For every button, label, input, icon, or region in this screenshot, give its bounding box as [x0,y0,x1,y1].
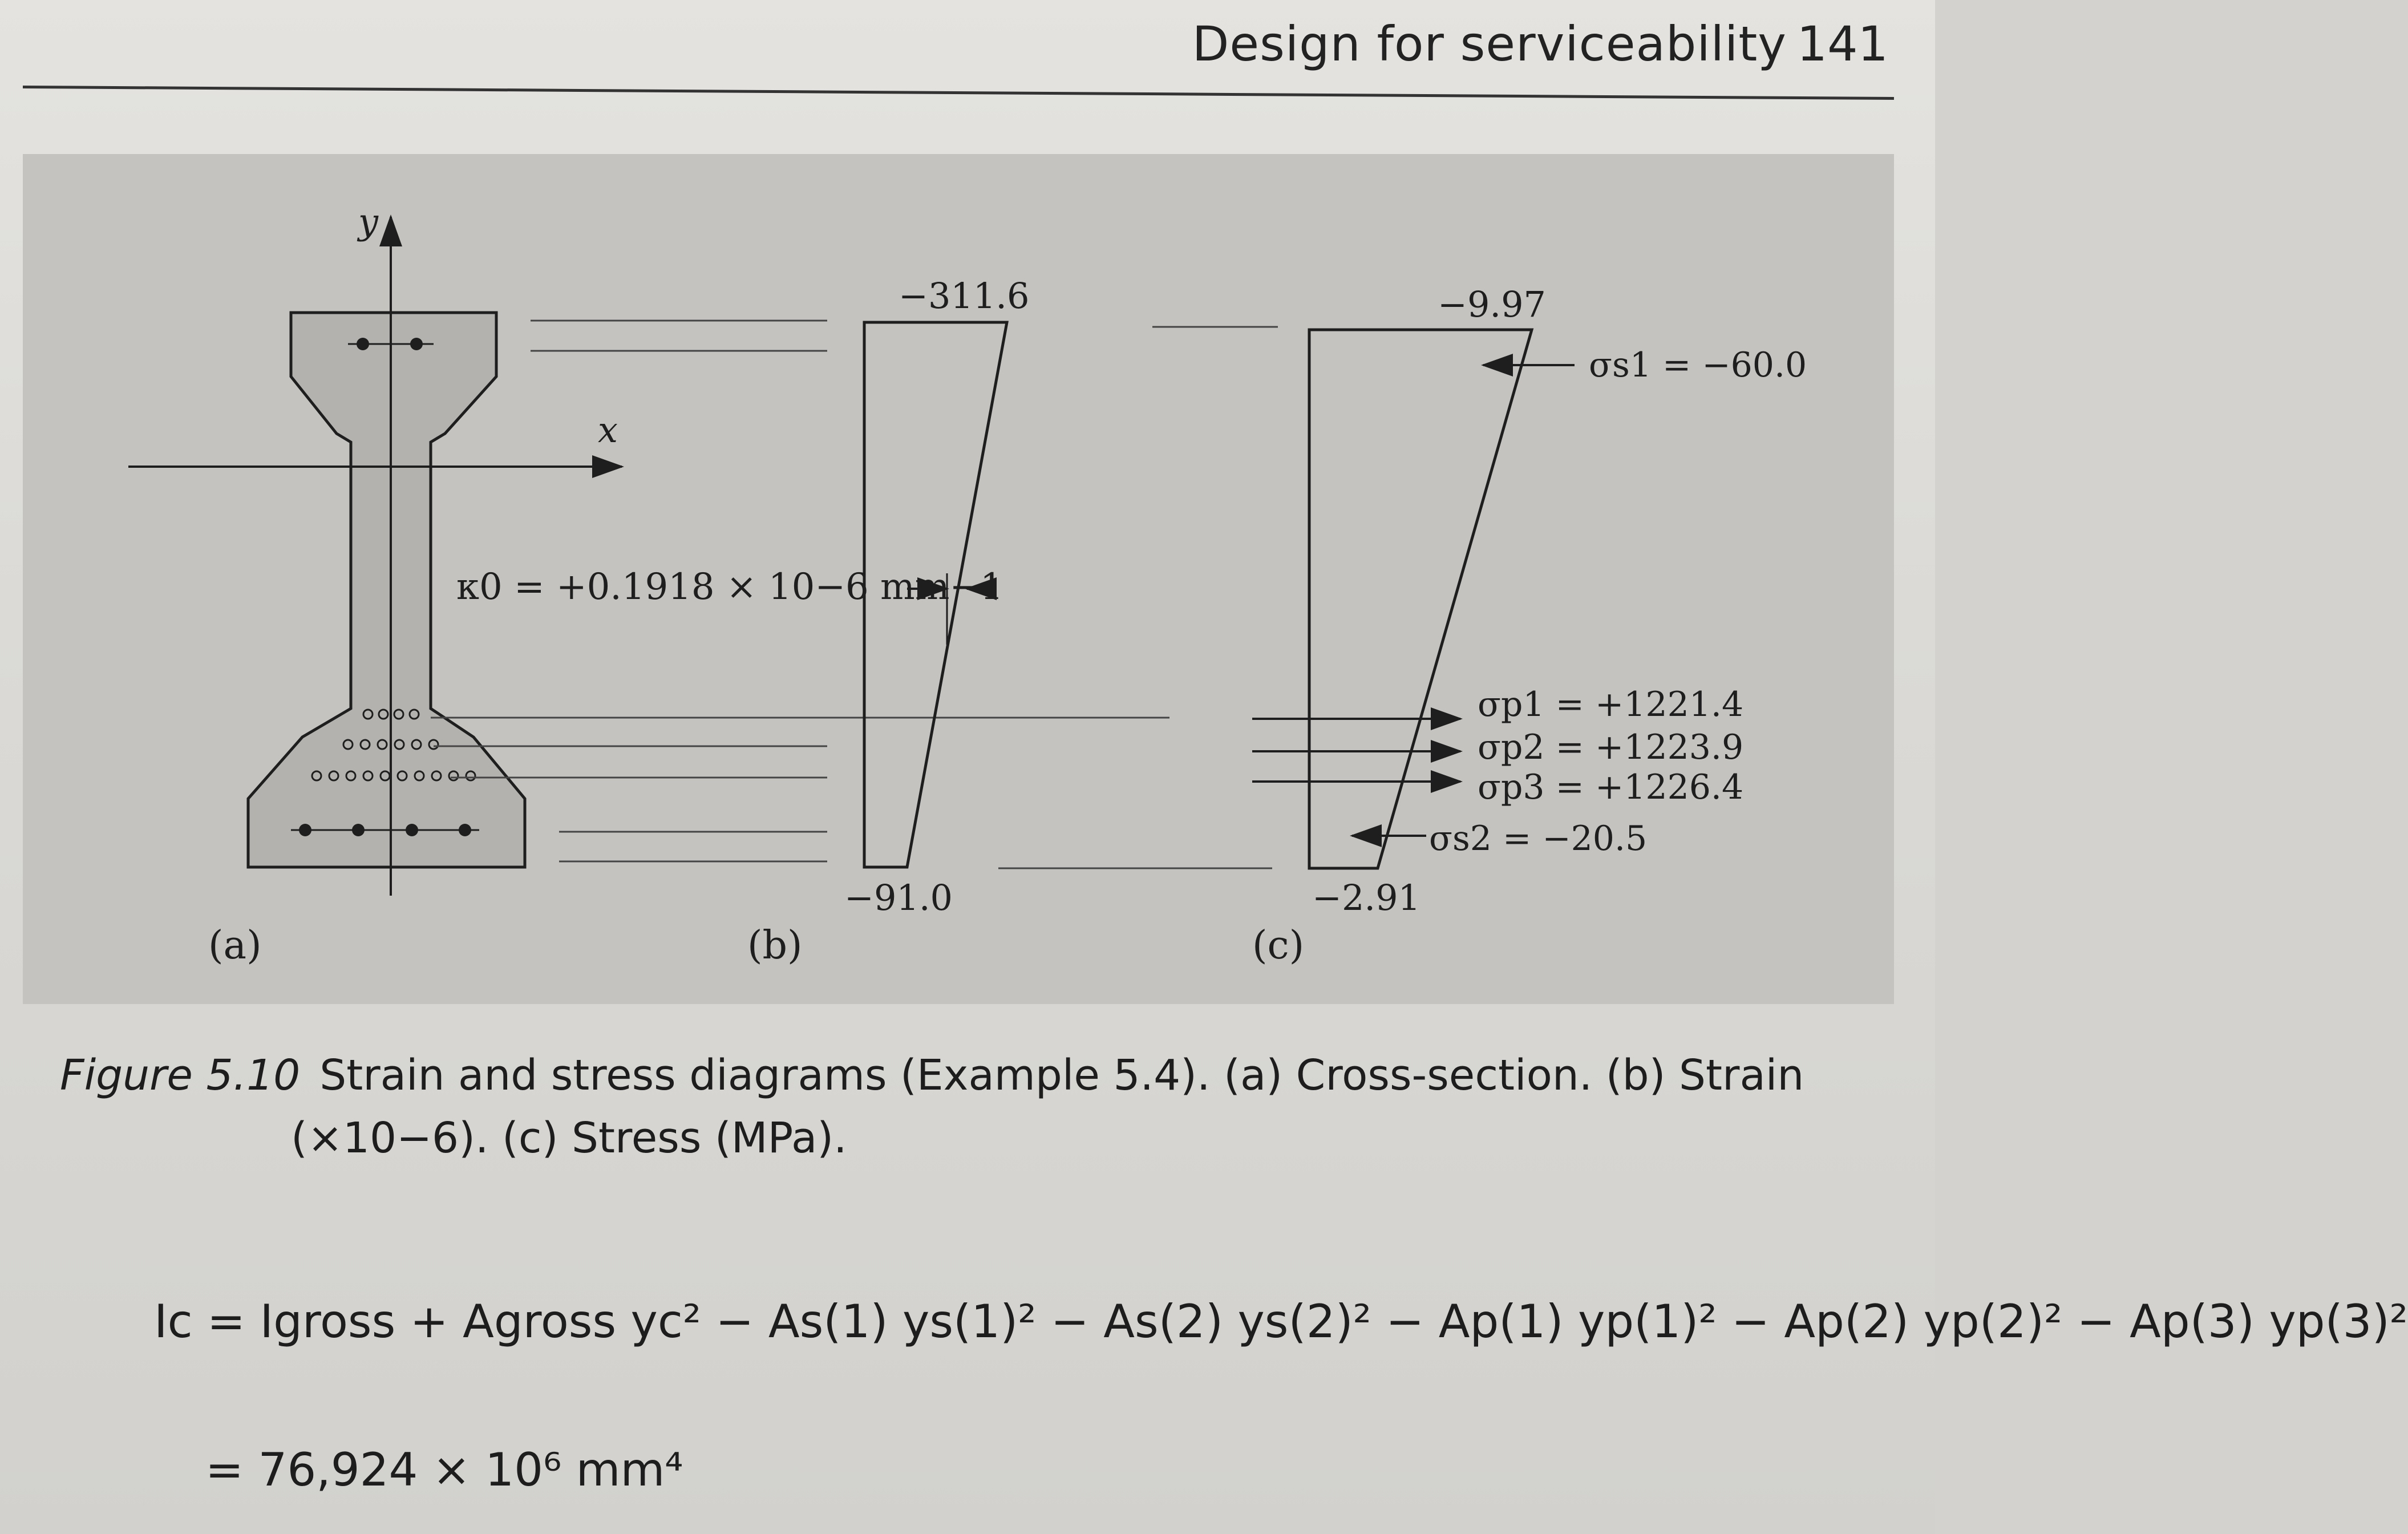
panel-label-b: (b) [747,923,803,968]
caption-label: Figure 5.10 [60,1051,301,1100]
bottom-steel-bar [352,824,365,836]
equation-line-2: = 76,924 × 10⁶ mm⁴ [205,1443,683,1496]
figure-caption [60,1044,1863,1169]
equation-line-1: Ic = Igross + Agross yc² − As(1) ys(1)² − As(2) ys(2)² − Ap(1) yp(1)² − Ap(2) yp(2)² − Ap(3) yp(3)² [154,1295,2408,1348]
sigma-p3-label: σp3 = +1226.4 [1478,767,1744,807]
stress-bottom-value: −2.91 [1312,877,1420,918]
bottom-steel-bar [406,824,418,836]
bottom-steel-bar [299,824,311,836]
panel-label-a: (a) [208,923,262,968]
stress-top-value: −9.97 [1438,284,1546,325]
curvature-label: κ0 = +0.1918 × 10−6 mm−1 [456,566,1003,608]
sigma-s1-label: σs1 = −60.0 [1589,345,1807,385]
top-steel-bar [357,338,369,350]
running-header-title: Design for serviceability [1192,16,1787,72]
page-number: 141 [1796,16,1888,72]
caption-line-2: (×10−6). (c) Stress (MPa). [291,1114,847,1163]
bottom-steel-bar [459,824,471,836]
sigma-s2-label: σs2 = −20.5 [1429,819,1648,859]
top-steel-bar [410,338,423,350]
sigma-p2-label: σp2 = +1223.9 [1478,727,1744,767]
strain-bottom-value: −91.0 [844,877,953,918]
x-axis-label: x [598,409,618,451]
y-axis-label: y [358,201,379,242]
panel-label-c: (c) [1252,923,1305,968]
caption-line-1: Strain and stress diagrams (Example 5.4). (a) Cross-section. (b) Strain [319,1051,1804,1100]
sigma-p1-label: σp1 = +1221.4 [1478,685,1744,724]
strain-top-value: −311.6 [899,275,1030,317]
